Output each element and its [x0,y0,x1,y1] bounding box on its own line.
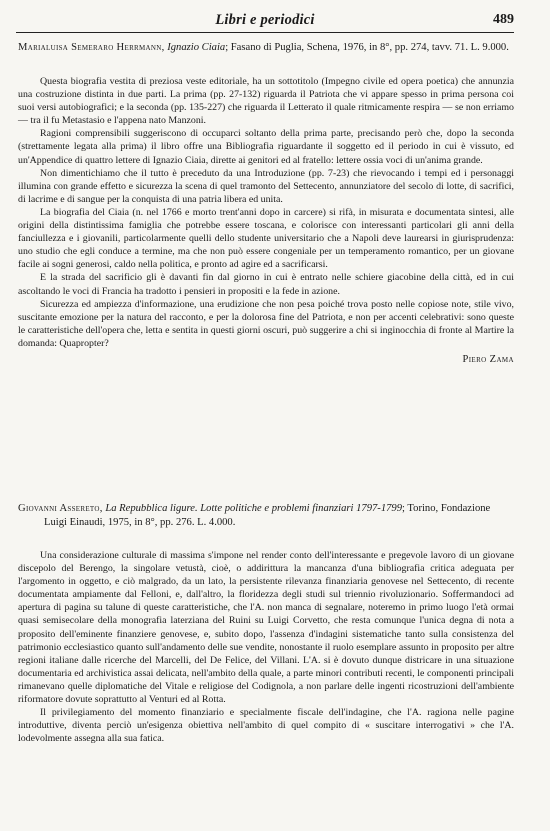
review-author: Giovanni Assereto, [18,503,103,514]
page-number: 489 [493,12,514,27]
review-paragraph: Una considerazione culturale di massima s'impone nel render conto dell'interessante e pregevole lavoro di un giovane discepolo del Berengo, la singolare vetustà, cioè, o addirittura la mancanza d'una bibliografia critica adeguata per l'argomento in oggetto, e ciò malgrado, da un lato, la persistente rilevanza finanziaria genovese nel Settecento, di recente documentata ampiamente dal Felloni, e, dall'altro, la floridezza degli studi sul triennio rivoluzionario. Soffermandoci ad apertura di pagina su talune di queste caratteristiche, che l'A. non manca di segnalare, noteremo in primo luogo l'età ormai quasi semisecolare della monografia laterziana del Ruini su Luigi Corvetto, che resta comunque l'unica degna di nota a proposito dell'eminente finanziere genovese, e, subito dopo, l'assenza d'indagini sistematiche tanto sulla consistenza del patrimonio ecclesiastico quanto sull'andamento delle sue vendite, nonostante il ruolo esemplare assunto in proposito per altre regioni italiane dalle ricerche del Marcelli, del De Felice, del Villani. L'A. si è dovuto dunque districare in una situazione documentaria ed archivistica assai delicata, nell'ambito della quale, a parte minori contributi recenti, le componenti principali rimanevano quelle diplomatiche del Vitale e religiose del Codignola, a non parlare delle ingenti ricostruzioni dell'ambiente riformatore dovute soprattutto al Venturi ed al Rotta. [18,550,514,706]
review-paragraph: Non dimentichiamo che il tutto è preceduto da una Introduzione (pp. 7-23) che rievocando i tempi ed i personaggi illumina con grande effetto e sicurezza la scena di quel tramonto del Settecento, annunziatore del secolo di lotte, di sacrifici, di lacrime e di sangue per la conquista di una patria libera ed unita. [18,167,514,205]
review-citation [18,41,514,55]
review-publication-info: ; Torino, Fondazione Luigi Einaudi, 1975, in 8°, pp. 276. L. 4.000. [44,503,491,528]
running-title: Libri e periodici [215,12,315,28]
review-body [18,549,514,745]
review-paragraph: Questa biografia vestita di preziosa veste editoriale, ha un sottotitolo (Impegno civile ed opera poetica) che annunzia una costruzione distinta in due parti. La prima (pp. 27-132) riguarda il Patriota che vi appare spesso in prima persona coi suoi versi autobiografici; e la seconda (pp. 135-227) che riguarda il Letterato il quale ritmicamente respira — se non erriamo — tra il fu Metastasio e l'appena nato Manzoni. [18,76,514,127]
review-citation [18,502,514,530]
review-ciaia [18,41,514,365]
review-paragraph: Sicurezza ed ampiezza d'informazione, una erudizione che non pesa poiché trova posto nelle copiose note, stile vivo, suscitante emozione per la natura del racconto, e per la dolorosa fine del Patriota, e non per accenti celebrativi: sono queste le caratteristiche dell'opera che, letta e sentita in questi giorni oscuri, può suggerire a chi si inginocchia di fronte al Martire la domanda: Quapropter? [18,298,514,349]
review-body [18,75,514,350]
review-signature: Piero Zama [462,353,514,365]
review-paragraph: Ragioni comprensibili suggeriscono di occuparci soltanto della prima parte, precisando però che, dopo la seconda (strettamente legata alla prima) il libro offre una Bibliografia riguardante il soggetto ed il periodo in cui è vissuto, ed un'Appendice di quattro lettere di Ignazio Ciaia, dirette ai genitori ed al fratello: lettere ossia voci di un'anima grande. [18,128,514,166]
review-paragraph: Il privilegiamento del momento finanziario e specialmente fiscale dell'indagine, che l'A. ragiona nelle pagine introduttive, diventa perciò un'esigenza obiettiva nell'ambito di quel compito di « suscitare interrogativi » che l'A. lodevolmente assegna alla sua fatica. [18,707,514,745]
review-book-title: Ignazio Ciaia [167,42,226,53]
review-publication-info: ; Fasano di Puglia, Schena, 1976, in 8°, pp. 274, tavv. 71. L. 9.000. [225,42,509,53]
review-paragraph: E la strada del sacrificio gli è davanti fin dal giorno in cui è entrato nelle schiere giacobine della città, ed in cui ascoltando le voci di Francia ha tradotto i pensieri in propositi e la fede in azione. [18,272,514,297]
review-paragraph: La biografia del Ciaia (n. nel 1766 e morto trent'anni dopo in carcere) si rifà, in misurata e documentata sintesi, alle origini della distintissima famiglia che potrebbe essere toscana, e colorisce con interessanti particolari gli anni della fanciullezza e i giovanili, particolarmente quelli dello studente universitario che a Napoli deve laurearsi in giurisprudenza: uno studio che egli conduce a termine, ma che non può essere congeniale per un temperamento romantico, per un giovane facile ai sogni generosi, caldo nella politica, e pronto ad agire ed a sacrificarsi. [18,206,514,271]
running-header [16,10,514,33]
review-author: Marialuisa Semeraro Herrmann, [18,42,165,53]
review-book-title: La Repubblica ligure. Lotte politiche e problemi finanziari 1797-1799 [105,503,403,514]
review-repubblica-ligure [18,502,514,745]
